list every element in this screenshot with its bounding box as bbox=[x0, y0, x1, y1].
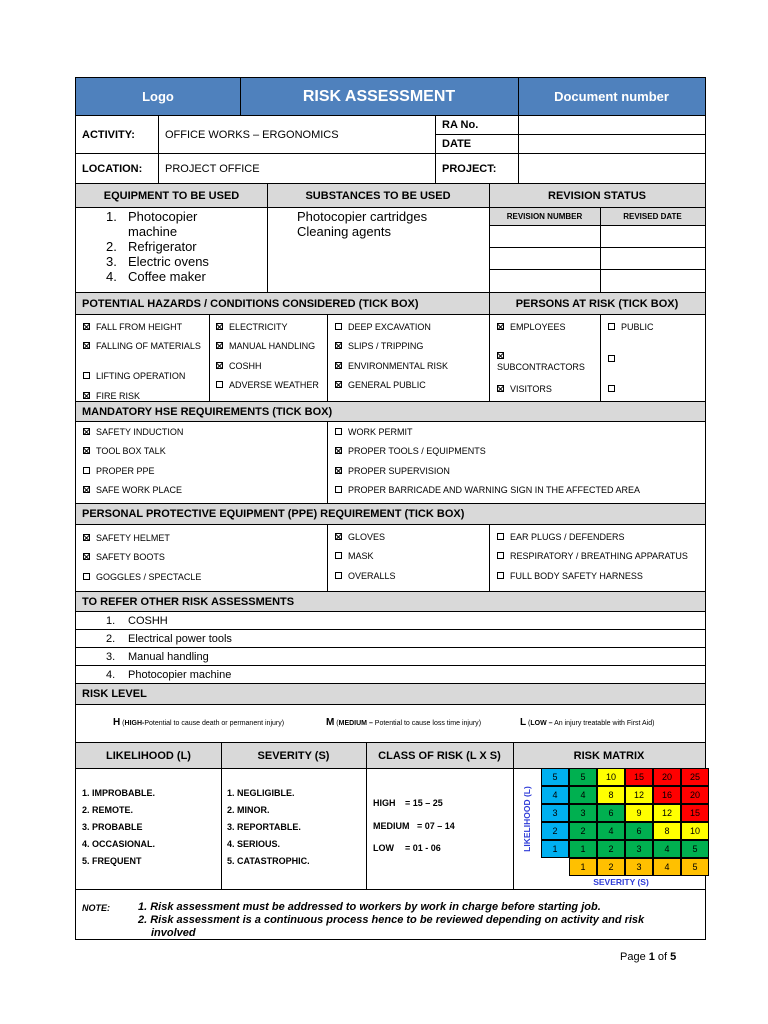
matrix-cell: 2 bbox=[569, 822, 597, 840]
checkbox[interactable] bbox=[83, 573, 90, 580]
person-employees[interactable]: EMPLOYEES bbox=[497, 322, 566, 333]
persons-at-risk-header: PERSONS AT RISK (TICK BOX) bbox=[515, 297, 679, 310]
project-field[interactable] bbox=[519, 154, 705, 183]
checkbox[interactable] bbox=[608, 385, 615, 392]
checkbox[interactable] bbox=[335, 533, 342, 540]
revised-date-header: REVISED DATE bbox=[623, 212, 682, 221]
matrix-severity-label: SEVERITY (S) bbox=[593, 877, 649, 887]
matrix-likelihood-label: LIKELIHOOD (L) bbox=[522, 786, 532, 852]
page-number: Page 1 of 5 bbox=[620, 951, 677, 963]
likelihood-item: 4. OCCASIONAL. bbox=[82, 839, 156, 849]
severity-list bbox=[227, 785, 310, 870]
hse-proper-tools[interactable]: PROPER TOOLS / EQUIPMENTS bbox=[335, 446, 486, 457]
location-value: PROJECT OFFICE bbox=[165, 162, 260, 175]
class-high: HIGH = 15 – 25 bbox=[373, 798, 443, 808]
matrix-likelihood-value: 3 bbox=[541, 804, 569, 822]
checkbox[interactable] bbox=[335, 428, 342, 435]
matrix-severity-value: 1 bbox=[569, 858, 597, 876]
document-number-label: Document number bbox=[554, 89, 669, 104]
matrix-cell: 25 bbox=[681, 768, 709, 786]
checkbox[interactable] bbox=[497, 323, 504, 330]
severity-item: 1. NEGLIGIBLE. bbox=[227, 788, 295, 798]
hazard-deep-excavation[interactable]: DEEP EXCAVATION bbox=[335, 322, 431, 333]
note-text bbox=[138, 901, 644, 940]
risk-assessment-form bbox=[75, 77, 706, 940]
matrix-cell: 8 bbox=[653, 822, 681, 840]
checkbox[interactable] bbox=[335, 467, 342, 474]
ra-number-field[interactable] bbox=[519, 116, 705, 134]
person-public[interactable]: PUBLIC bbox=[608, 322, 654, 333]
equipment-item-1a: Photocopier bbox=[128, 209, 198, 224]
matrix-cell: 2 bbox=[597, 840, 625, 858]
matrix-cell: 1 bbox=[569, 840, 597, 858]
equipment-item-4: Coffee maker bbox=[128, 269, 206, 284]
ppe-harness[interactable]: FULL BODY SAFETY HARNESS bbox=[497, 571, 643, 582]
revision-number-header: REVISION NUMBER bbox=[506, 212, 583, 221]
hse-tool-box-talk[interactable]: TOOL BOX TALK bbox=[83, 446, 166, 457]
activity-label: ACTIVITY: bbox=[82, 128, 135, 141]
equipment-num-1: 1. bbox=[106, 209, 117, 224]
matrix-cell: 9 bbox=[625, 804, 653, 822]
matrix-cell: 20 bbox=[653, 768, 681, 786]
hazard-coshh[interactable]: COSHH bbox=[216, 361, 262, 372]
hse-safety-induction[interactable]: SAFETY INDUCTION bbox=[83, 427, 183, 438]
matrix-cell: 4 bbox=[653, 840, 681, 858]
checkbox[interactable] bbox=[335, 447, 342, 454]
likelihood-list bbox=[82, 785, 155, 870]
note-line-1: 1. Risk assessment must be addressed to workers by work in charge before starting job. bbox=[138, 901, 601, 913]
hse-header: MANDATORY HSE REQUIREMENTS (TICK BOX) bbox=[82, 405, 333, 418]
checkbox[interactable] bbox=[608, 355, 615, 362]
ppe-mask[interactable]: MASK bbox=[335, 551, 374, 562]
date-label: DATE bbox=[442, 137, 472, 150]
checkbox[interactable] bbox=[335, 323, 342, 330]
checkbox[interactable] bbox=[335, 486, 342, 493]
equipment-list bbox=[76, 208, 267, 292]
equipment-item-2: Refrigerator bbox=[128, 239, 197, 254]
ppe-header: PERSONAL PROTECTIVE EQUIPMENT (PPE) REQUIREMENT (TICK BOX) bbox=[82, 508, 465, 520]
equipment-item-1b: machine bbox=[128, 224, 178, 239]
matrix-cell: 5 bbox=[569, 768, 597, 786]
checkbox[interactable] bbox=[497, 352, 504, 359]
location-label: LOCATION: bbox=[82, 162, 143, 175]
checkbox[interactable] bbox=[335, 552, 342, 559]
checkbox[interactable] bbox=[83, 372, 90, 379]
risk-level-header: RISK LEVEL bbox=[82, 688, 147, 700]
refer-item-4: 4. Photocopier machine bbox=[106, 668, 232, 681]
class-of-risk-header: CLASS OF RISK (L X S) bbox=[378, 749, 501, 762]
matrix-likelihood-value: 5 bbox=[541, 768, 569, 786]
checkbox[interactable] bbox=[83, 467, 90, 474]
matrix-cell: 15 bbox=[681, 804, 709, 822]
matrix-cell: 4 bbox=[569, 786, 597, 804]
matrix-cell: 6 bbox=[597, 804, 625, 822]
matrix-cell: 5 bbox=[681, 840, 709, 858]
checkbox[interactable] bbox=[83, 447, 90, 454]
revision-rows[interactable] bbox=[489, 225, 705, 292]
severity-header: SEVERITY (S) bbox=[257, 749, 330, 762]
equipment-header: EQUIPMENT TO BE USED bbox=[103, 189, 240, 202]
ppe-safety-boots[interactable]: SAFETY BOOTS bbox=[83, 552, 165, 563]
equipment-num-2: 2. bbox=[106, 239, 117, 254]
person-subcontractors[interactable]: SUBCONTRACTORS bbox=[497, 351, 597, 373]
hazard-falling-materials[interactable]: FALLING OF MATERIALS bbox=[83, 341, 207, 352]
note-label: NOTE: bbox=[82, 903, 110, 913]
risk-matrix-header: RISK MATRIX bbox=[573, 749, 645, 762]
hazard-lifting-operation[interactable]: LIFTING OPERATION bbox=[83, 371, 185, 382]
checkbox[interactable] bbox=[216, 381, 223, 388]
checkbox[interactable] bbox=[497, 533, 504, 540]
hazard-adverse-weather[interactable]: ADVERSE WEATHER bbox=[216, 380, 326, 391]
checkbox[interactable] bbox=[83, 392, 90, 399]
matrix-severity-value: 2 bbox=[597, 858, 625, 876]
matrix-cell: 12 bbox=[653, 804, 681, 822]
matrix-cell: 4 bbox=[597, 822, 625, 840]
matrix-cell: 12 bbox=[625, 786, 653, 804]
ppe-overalls[interactable]: OVERALLS bbox=[335, 571, 396, 582]
equipment-num-3: 3. bbox=[106, 254, 117, 269]
matrix-severity-value: 5 bbox=[681, 858, 709, 876]
ppe-gloves[interactable]: GLOVES bbox=[335, 532, 385, 543]
refer-item-3: 3. Manual handling bbox=[106, 650, 209, 663]
matrix-cell: 10 bbox=[681, 822, 709, 840]
checkbox[interactable] bbox=[83, 342, 90, 349]
ppe-ear-plugs[interactable]: EAR PLUGS / DEFENDERS bbox=[497, 532, 625, 543]
checkbox[interactable] bbox=[83, 553, 90, 560]
person-other-1[interactable] bbox=[608, 354, 621, 365]
checkbox[interactable] bbox=[83, 534, 90, 541]
substances-header: SUBSTANCES TO BE USED bbox=[305, 189, 451, 202]
equipment-item-3: Electric ovens bbox=[128, 254, 209, 269]
severity-item: 2. MINOR. bbox=[227, 805, 270, 815]
person-visitors[interactable]: VISITORS bbox=[497, 384, 552, 395]
note-line-3: involved bbox=[151, 927, 196, 939]
ppe-respiratory[interactable]: RESPIRATORY / BREATHING APPARATUS bbox=[497, 551, 688, 562]
matrix-cell: 10 bbox=[597, 768, 625, 786]
ppe-goggles[interactable]: GOGGLES / SPECTACLE bbox=[83, 572, 201, 583]
hazard-slips-tripping[interactable]: SLIPS / TRIPPING bbox=[335, 341, 423, 352]
activity-value: OFFICE WORKS – ERGONOMICS bbox=[165, 128, 339, 141]
person-other-2[interactable] bbox=[608, 384, 621, 395]
hazard-manual-handling[interactable]: MANUAL HANDLING bbox=[216, 341, 315, 352]
risk-matrix-grid bbox=[535, 768, 707, 880]
likelihood-item: 5. FREQUENT bbox=[82, 856, 142, 866]
hse-proper-ppe[interactable]: PROPER PPE bbox=[83, 466, 155, 477]
risk-level-low: L (LOW – An injury treatable with First Aid) bbox=[520, 717, 655, 728]
form-title: RISK ASSESSMENT bbox=[302, 87, 456, 105]
risk-level-medium: M (MEDIUM – Potential to cause loss time injury) bbox=[326, 717, 482, 728]
hse-proper-supervision[interactable]: PROPER SUPERVISION bbox=[335, 466, 450, 477]
hse-safe-work-place[interactable]: SAFE WORK PLACE bbox=[83, 485, 182, 496]
checkbox[interactable] bbox=[497, 552, 504, 559]
risk-level-high: H (HIGH-Potential to cause death or permanent injury) bbox=[113, 717, 285, 728]
substance-item-1: Photocopier cartridges bbox=[297, 209, 428, 224]
checkbox[interactable] bbox=[608, 323, 615, 330]
ra-number-label: RA No. bbox=[442, 119, 479, 131]
matrix-cell: 16 bbox=[653, 786, 681, 804]
likelihood-item: 2. REMOTE. bbox=[82, 805, 134, 815]
class-low: LOW = 01 - 06 bbox=[373, 843, 441, 853]
hazard-electricity[interactable]: ELECTRICITY bbox=[216, 322, 288, 333]
likelihood-item: 3. PROBABLE bbox=[82, 822, 143, 832]
checkbox[interactable] bbox=[83, 323, 90, 330]
matrix-cell: 8 bbox=[597, 786, 625, 804]
hazard-fire-risk[interactable]: FIRE RISK bbox=[83, 391, 140, 402]
hse-proper-barricade[interactable]: PROPER BARRICADE AND WARNING SIGN IN THE AFFECTED AREA bbox=[335, 485, 640, 496]
checkbox[interactable] bbox=[335, 572, 342, 579]
checkbox[interactable] bbox=[216, 362, 223, 369]
matrix-cell: 3 bbox=[625, 840, 653, 858]
checkbox[interactable] bbox=[216, 342, 223, 349]
matrix-likelihood-value: 4 bbox=[541, 786, 569, 804]
equipment-num-4: 4. bbox=[106, 269, 117, 284]
matrix-severity-value: 4 bbox=[653, 858, 681, 876]
revision-status-header: REVISION STATUS bbox=[548, 189, 646, 202]
hazard-fall-from-height[interactable]: FALL FROM HEIGHT bbox=[83, 322, 182, 333]
substances-list bbox=[297, 209, 427, 239]
checkbox[interactable] bbox=[335, 381, 342, 388]
refer-item-2: 2. Electrical power tools bbox=[106, 632, 232, 645]
matrix-cell: 6 bbox=[625, 822, 653, 840]
class-list bbox=[373, 792, 455, 860]
checkbox[interactable] bbox=[335, 362, 342, 369]
class-medium: MEDIUM = 07 – 14 bbox=[373, 820, 455, 831]
hazard-general-public[interactable]: GENERAL PUBLIC bbox=[335, 380, 426, 391]
date-field[interactable] bbox=[519, 134, 705, 153]
refer-item-1: 1. COSHH bbox=[106, 614, 168, 627]
checkbox[interactable] bbox=[216, 323, 223, 330]
likelihood-header: LIKELIHOOD (L) bbox=[106, 749, 191, 762]
severity-item: 3. REPORTABLE. bbox=[227, 822, 301, 832]
note-line-2: 2. Risk assessment is a continuous process hence to be reviewed depending on activity and risk bbox=[138, 914, 645, 926]
logo-placeholder: Logo bbox=[142, 89, 174, 104]
hazard-environmental-risk[interactable]: ENVIRONMENTAL RISK bbox=[335, 361, 448, 372]
matrix-severity-value: 3 bbox=[625, 858, 653, 876]
substance-item-2: Cleaning agents bbox=[297, 224, 391, 239]
severity-item: 4. SERIOUS. bbox=[227, 839, 281, 849]
matrix-likelihood-value: 1 bbox=[541, 840, 569, 858]
ppe-safety-helmet[interactable]: SAFETY HELMET bbox=[83, 533, 170, 544]
matrix-cell: 3 bbox=[569, 804, 597, 822]
hse-work-permit[interactable]: WORK PERMIT bbox=[335, 427, 413, 438]
project-label: PROJECT: bbox=[442, 162, 497, 175]
refer-header: TO REFER OTHER RISK ASSESSMENTS bbox=[82, 595, 295, 608]
checkbox[interactable] bbox=[83, 486, 90, 493]
matrix-likelihood-value: 2 bbox=[541, 822, 569, 840]
checkbox[interactable] bbox=[335, 342, 342, 349]
matrix-cell: 15 bbox=[625, 768, 653, 786]
hazards-header: POTENTIAL HAZARDS / CONDITIONS CONSIDERED (TICK BOX) bbox=[82, 297, 419, 310]
checkbox[interactable] bbox=[83, 428, 90, 435]
matrix-cell: 20 bbox=[681, 786, 709, 804]
checkbox[interactable] bbox=[497, 572, 504, 579]
checkbox[interactable] bbox=[497, 385, 504, 392]
severity-item: 5. CATASTROPHIC. bbox=[227, 856, 310, 866]
likelihood-item: 1. IMPROBABLE. bbox=[82, 788, 156, 798]
